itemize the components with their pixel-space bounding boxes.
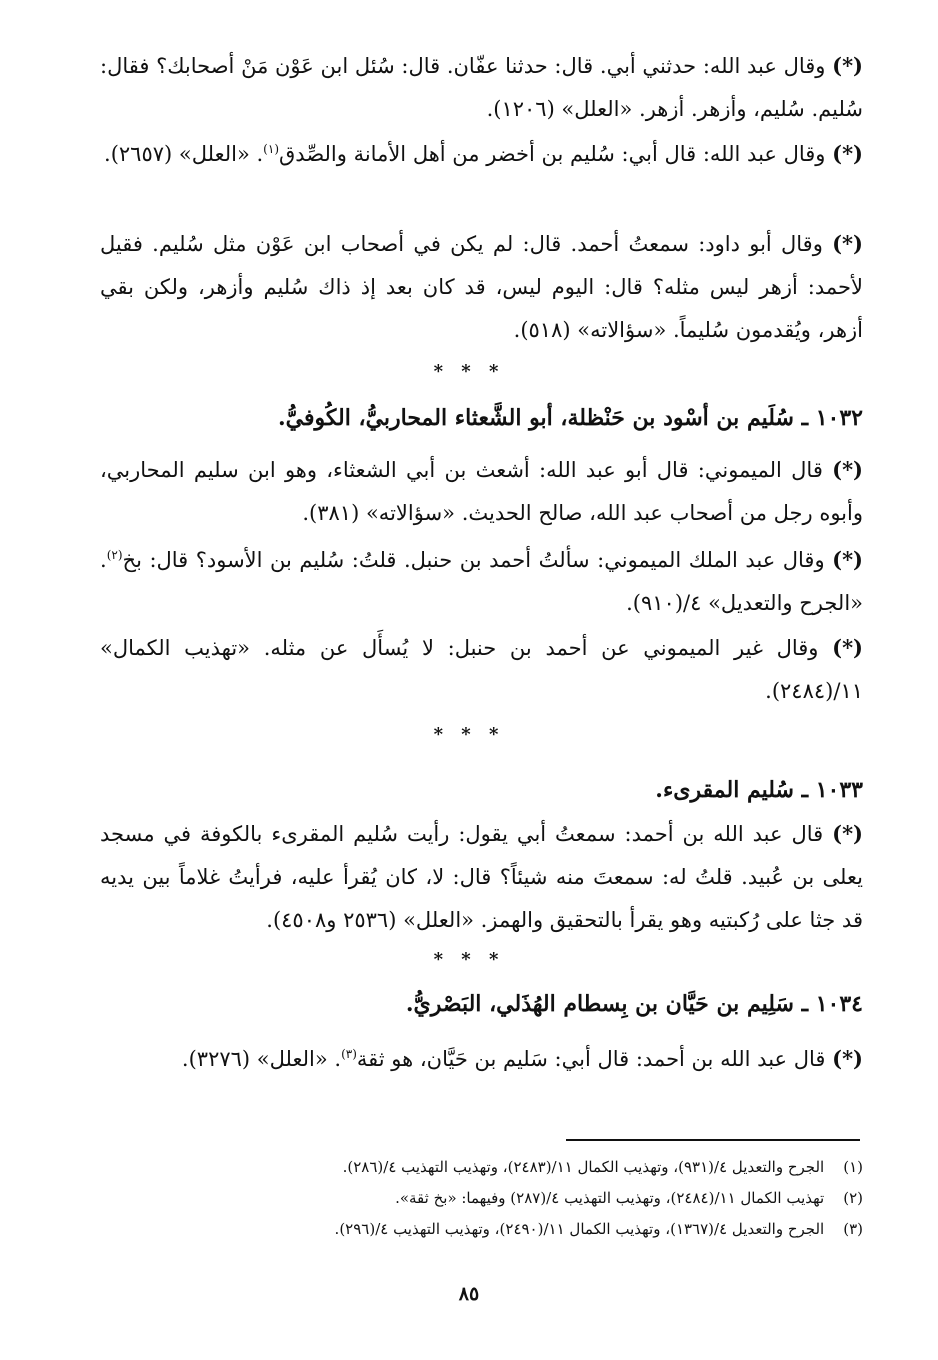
entry-marker: (*) bbox=[832, 547, 863, 572]
paragraph-citation: . «العلل» (٢٦٥٧). bbox=[104, 142, 264, 166]
paragraph bbox=[100, 812, 863, 942]
footnote bbox=[100, 1154, 863, 1181]
entry-marker: (*) bbox=[832, 457, 863, 482]
entry-marker: (*) bbox=[832, 1046, 863, 1071]
paragraph-text: قال عبد الله بن أحمد: قال أبي: سَليم بن حَيَّان، هو ثقة bbox=[356, 1047, 826, 1071]
entry-marker: (*) bbox=[832, 821, 863, 846]
footnote-text: تهذيب الكمال ١١/(٢٤٨٤)، وتهذيب التهذيب ٤/(٢٨٧) وفيهما: «بخ ثقة». bbox=[395, 1189, 825, 1207]
paragraph-text: قال الميموني: قال أبو عبد الله: أشعث بن أبي الشعثاء، وهو ابن سليم المحاربي، وأبوه رجل من أصحاب عبد الله، صالح الحديث. «سؤالاته» (٣٨١). bbox=[100, 458, 863, 525]
entry-marker: (*) bbox=[832, 635, 863, 660]
footnote bbox=[100, 1185, 863, 1212]
paragraph bbox=[100, 448, 863, 535]
paragraph-text: وقال عبد الملك الميموني: سألتُ أحمد بن حنبل. قلتُ: سُليم بن الأسود؟ قال: بخ bbox=[122, 548, 825, 572]
footnote-number: (١) bbox=[843, 1158, 863, 1176]
entry-heading: ١٠٣٢ ـ سُلَيم بن أسْود بن حَنْظلة، أبو الشَّعثاء المحاربيُّ، الكُوفيُّ. bbox=[277, 405, 863, 431]
paragraph-text: وقال غير الميموني عن أحمد بن حنبل: لا يُسأَل عن مثله. «تهذيب الكمال» ١١/(٢٤٨٤). bbox=[100, 636, 863, 703]
paragraph bbox=[100, 538, 863, 625]
footnote-number: (٢) bbox=[843, 1189, 863, 1207]
entry-marker: (*) bbox=[832, 53, 863, 78]
paragraph-text: وقال عبد الله: حدثني أبي. قال: حدثنا عفّان. قال: سُئل ابن عَوْن مَنْ أصحابك؟ فقال: سُليم. سُليم، وأزهر. أزهر. «العلل» (١٢٠٦). bbox=[100, 54, 863, 121]
paragraph-citation: . «الجرح والتعديل» ٤/(٩١٠). bbox=[100, 548, 863, 615]
footnote-ref: (٢) bbox=[106, 548, 123, 562]
section-separator: * * * bbox=[433, 724, 505, 745]
footnote-ref: (١) bbox=[263, 142, 279, 156]
paragraph-text: قال عبد الله بن أحمد: سمعتُ أبي يقول: رأيت سُليم المقرىء بالكوفة في مسجد يعلى بن عُبيد. قلتُ له: سمعتَ منه شيئاً؟ قال: لا، كان يُقرأ عليه، فرأيتُ غلاماً بين يديه قد جثا على رُكبتيه وهو يقرأ بالتحقيق والهمز. «العلل» (٢٥٣٦ و٤٥٠٨). bbox=[100, 822, 863, 932]
paragraph bbox=[100, 222, 863, 352]
paragraph bbox=[100, 626, 863, 713]
paragraph bbox=[100, 1037, 863, 1081]
page-number: ٨٥ bbox=[458, 1283, 480, 1305]
footnote-text: الجرح والتعديل ٤/(٩٣١)، وتهذيب الكمال ١١/(٢٤٨٣)، وتهذيب التهذيب ٤/(٢٨٦). bbox=[342, 1158, 825, 1176]
paragraph bbox=[100, 132, 863, 176]
footnote-number: (٣) bbox=[843, 1220, 863, 1238]
entry-marker: (*) bbox=[832, 141, 863, 166]
entry-heading: ١٠٣٤ ـ سَلِيم بن حَيَّان بن بِسطام الهُذَلي، البَصْريُّ. bbox=[405, 991, 863, 1017]
paragraph-citation: . «العلل» (٣٢٧٦). bbox=[181, 1047, 342, 1071]
footnote-rule bbox=[566, 1139, 860, 1141]
entry-marker: (*) bbox=[832, 231, 863, 256]
paragraph-text: وقال عبد الله: قال أبي: سُليم بن أخضر من أهل الأمانة والصِّدق bbox=[279, 142, 826, 166]
section-separator: * * * bbox=[433, 949, 505, 970]
section-separator: * * * bbox=[433, 361, 505, 382]
paragraph bbox=[100, 44, 863, 131]
footnote bbox=[100, 1216, 863, 1243]
footnote-ref: (٣) bbox=[341, 1047, 357, 1061]
paragraph-text: وقال أبو داود: سمعتُ أحمد. قال: لم يكن في أصحاب ابن عَوْن مثل سُليم. فقيل لأحمد: أزهر ليس مثله؟ قال: اليوم ليس، قد كان بعد إذ ذاك سُليم وأزهر، ولكن بقي أزهر، ويُقدمون سُليماً. «سؤالاته» (٥١٨). bbox=[100, 232, 863, 342]
footnote-text: الجرح والتعديل ٤/(١٣٦٧)، وتهذيب الكمال ١١/(٢٤٩٠)، وتهذيب التهذيب ٤/(٢٩٦). bbox=[334, 1220, 825, 1238]
entry-heading: ١٠٣٣ ـ سُليم المقرىء. bbox=[655, 777, 863, 803]
